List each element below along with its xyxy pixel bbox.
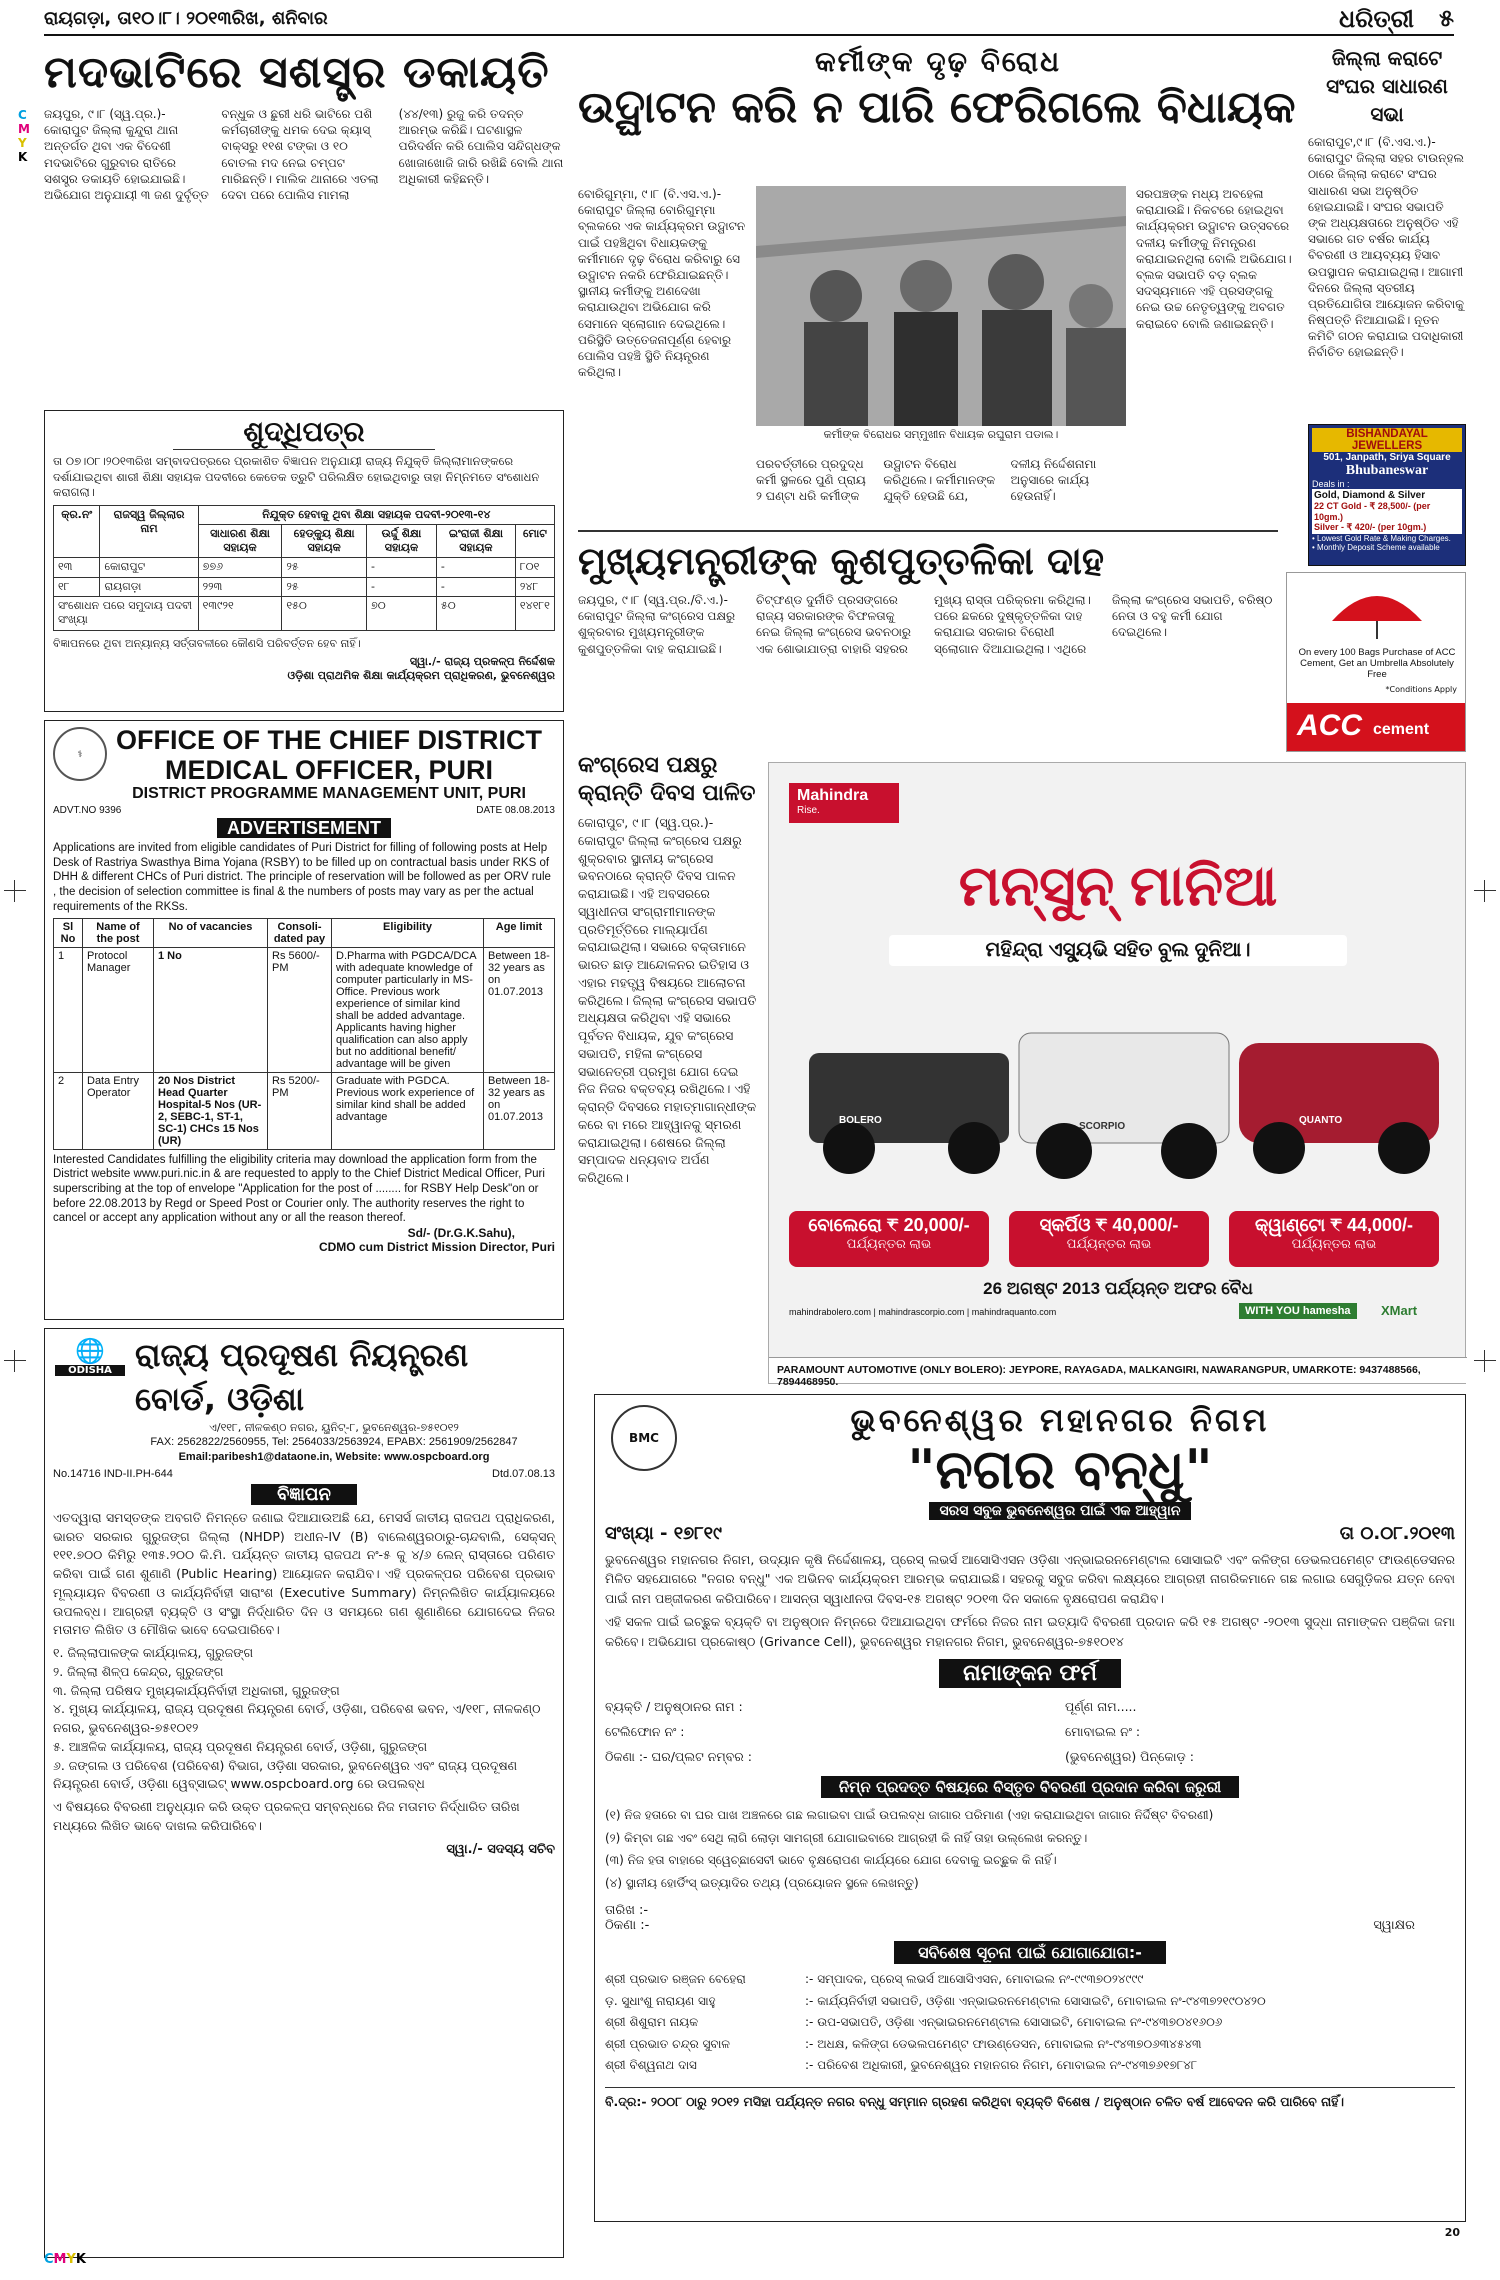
contact-row	[605, 1969, 1455, 1991]
ospcb-contact: FAX: 2562822/2560955, Tel: 2564033/2563924, EPABX: 2561909/2562847	[150, 1436, 518, 1449]
cdmo-sign2: CDMO cum District Mission Director, Puri	[318, 1240, 555, 1255]
bmc-program: "ନଗର ବନ୍ଧୁ"	[907, 1438, 1213, 1501]
cell: -	[366, 577, 436, 596]
bmc-form-title: ନାମାଙ୍କନ ଫର୍ମ	[939, 1659, 1121, 1688]
ospcb-ad	[44, 1328, 564, 2258]
bmc-title: ଭୁବନେଶ୍ୱର ମହାନଗର ନିଗମ	[850, 1401, 1270, 1439]
bmc-footer: ବି.ଦ୍ର:- ୨୦୦୮ ଠାରୁ ୨୦୧୨ ମସିହା ପର୍ଯ୍ୟନ୍ତ ନଗର ବନ୍ଧୁ ସମ୍ମାନ ଗ୍ରହଣ କରିଥିବା ବ୍ୟକ୍ତି ବିଶେଷ / ଅନୁଷ୍ଠାନ ଚଳିତ ବର୍ଷ ଆବେଦନ କରି ପାରିବେ ନାହିଁ।	[605, 2087, 1455, 2110]
cell: 2	[54, 1072, 83, 1149]
bmc-tagline: ସରସ ସବୁଜ ଭୁବନେଶ୍ୱର ପାଇଁ ଏକ ଆହ୍ୱାନ	[929, 1502, 1190, 1520]
col-header: Consoli-dated pay	[268, 918, 332, 947]
list-item: ୬. ଜଙ୍ଗଲ ଓ ପରିବେଶ (ପରିବେଶ) ବିଭାଗ, ଓଡ଼ିଶା ସରକାର, ଭୁବନେଶ୍ୱର ଏବଂ ରାଜ୍ୟ ପ୍ରଦୂଷଣ ନିୟନ୍ତ୍ରଣ ବୋର୍ଡ, ଓଡ଼ିଶା ୱେବ୍ସାଇଟ୍ www.ospcboard.org ରେ ଉପଲବ୍ଧ	[53, 1757, 518, 1792]
offer-amount: ₹ 44,000/-	[1330, 1215, 1414, 1235]
story-karate	[1308, 44, 1466, 404]
cell: Graduate with PGDCA. Previous work experience of similar kind shall be added advantage	[332, 1072, 484, 1149]
table-row	[54, 577, 555, 596]
offer-quanto	[1229, 1211, 1439, 1267]
suv-cars-image	[789, 993, 1449, 1193]
jeweller-name: BISHANDAYAL JEWELLERS	[1312, 428, 1462, 452]
bmc-seal-icon: BMC	[611, 1405, 677, 1471]
logo-text: ODISHA	[55, 1365, 125, 1376]
cell: ୨୨୩	[198, 577, 282, 596]
contact-name: ଶ୍ରୀ ପ୍ରଭାତ ଚନ୍ଦ୍ର ସୁବାଳ	[605, 2036, 730, 2051]
jeweller-line1: Gold, Diamond & Silver	[1314, 490, 1426, 501]
acc-brand-bar	[1287, 703, 1465, 751]
contact-detail: :- କାର୍ଯ୍ୟନିର୍ବାହୀ ସଭାପତି, ଓଡ଼ିଶା ଏନ୍ଭାଇରନମେଣ୍ଟାଲ ସୋସାଇଟି, ମୋବାଇଲ ନଂ-୯୪୩୭୨୧୯୦୪୨୦	[805, 1993, 1266, 2008]
bmc-date: ତା ୦.୦୮.୨୦୧୩	[1339, 1523, 1455, 1544]
cdmo-footer: Interested Candidates fulfilling the eligibility criteria may download the application form from the District website www.puri.nic.in & are requested to apply to the Chief District Medical Officer, Puri superscribing at the top of envelope "Application for the post of ........ for RSBY Help Desk"on or before 22.08.2013 by Regd or Speed Post or Courier only. The authority reserves the right to cancel or accept any application without any or all the reason thereof.	[53, 1153, 545, 1225]
cell: ୧୩୯୨୧	[198, 597, 282, 631]
offer-label: ପର୍ଯ୍ୟନ୍ତର ଲାଭ	[846, 1236, 932, 1251]
page-number: ୫	[1439, 4, 1454, 32]
contact-detail: :- ଉପ-ସଭାପତି, ଓଡ଼ିଶା ଏନ୍ଭାଇରନମେଣ୍ଟାଲ ସୋସାଇଟି, ମୋବାଇଲ ନଂ-୯୪୩୭୦୪୧୬୦୬	[805, 2015, 1223, 2030]
cmyk-footer	[44, 2252, 86, 2267]
advt-no: ADVT.NO 9396	[53, 805, 122, 816]
cdmo-subtitle: DISTRICT PROGRAMME MANAGEMENT UNIT, PURI	[132, 785, 526, 802]
cell: ୧୫୦	[282, 597, 367, 631]
contact-detail: :- ଅଧକ୍ଷ, କଳିଙ୍ଗ ଡେଭଲପମେଣ୍ଟ ଫାଉଣ୍ଡେସନ, ମୋବାଇଲ ନଂ-୯୪୩୭୦୬୩୪୫୪୩	[805, 2036, 1202, 2051]
crop-mark	[1474, 1350, 1496, 1372]
offer-amount: ₹ 20,000/-	[886, 1215, 970, 1235]
form-field-label: ବ୍ୟକ୍ତି / ଅନୁଷ୍ଠାନର ନାମ :	[605, 1698, 743, 1714]
offer-model: ସ୍କର୍ପିଓ	[1039, 1215, 1091, 1235]
bmc-number: ସଂଖ୍ୟା - ୧୭୮୧୯	[605, 1523, 722, 1544]
bmc-info-title: ନିମ୍ନ ପ୍ରଦତ୍ତ ବିଷୟରେ ବିସ୍ତୃତ ବିବରଣୀ ପ୍ରଦାନ କରିବା ଜରୁରୀ	[821, 1776, 1239, 1798]
list-item: ୩. ଜିଲ୍ଲା ପରିଷଦ ମୁଖ୍ୟକାର୍ଯ୍ୟନିର୍ବାହୀ ଅଧିକାରୀ, ଗୁରୁଜଙ୍ଗ	[53, 1682, 340, 1698]
cdmo-intro: Applications are invited from eligible candidates of Puri District for filling of following posts at Help Desk of Rastriya Swasthya Bima Yojana (RSBY) to be filled up on contractual basis under RKS of DHH & different CHCs of Puri district. The principle of reservation will be followed as per ORV rule , the decision of selection committee is final & the numbers of posts may vary as per the actual requirements of the RKSs.	[53, 842, 551, 913]
mahindra-logo	[789, 783, 899, 823]
headline: କଂଗ୍ରେସ ପକ୍ଷରୁ କ୍ରାନ୍ତି ଦିବସ ପାଳିତ	[578, 753, 756, 806]
cmyk-m: M	[53, 2252, 67, 2267]
story-body: କୋରାପୁଟ, ୯।୮ (ସ୍ୱ.ପ୍ର.)- କୋରାପୁଟ ଜିଲ୍ଲା କଂଗ୍ରେସ ପକ୍ଷରୁ ଶୁକ୍ରବାର ସ୍ଥାନୀୟ କଂଗ୍ରେସ ଭବନଠାରେ କ୍ରାନ୍ତି ଦିବସ ପାଳନ କରାଯାଇଛି। ଏହି ଅବସରରେ ସ୍ୱାଧୀନତା ସଂଗ୍ରାମୀମାନଙ୍କ ପ୍ରତିମୂର୍ତ୍ତିରେ ମାଲ୍ୟାର୍ପଣ କରାଯାଇଥିଲା। ସଭାରେ ବକ୍ତାମାନେ ଭାରତ ଛାଡ଼ ଆନ୍ଦୋଳନର ଇତିହାସ ଓ ଏହାର ମହତ୍ତ୍ୱ ବିଷୟରେ ଆଲୋଚନା କରିଥିଲେ। ଜିଲ୍ଲା କଂଗ୍ରେସ ସଭାପତି ଅଧ୍ୟକ୍ଷତା କରିଥିବା ଏହି ସଭାରେ ପୂର୍ବତନ ବିଧାୟକ, ଯୁବ କଂଗ୍ରେସ ସଭାପତି, ମହିଳା କଂଗ୍ରେସ ସଭାନେତ୍ରୀ ପ୍ରମୁଖ ଯୋଗ ଦେଇ ନିଜ ନିଜର ବକ୍ତବ୍ୟ ରଖିଥିଲେ। ଏହି କ୍ରାନ୍ତି ଦିବସରେ ମହାତ୍ମାଗାନ୍ଧୀଙ୍କ କରେ ବା ମରେ ଆହ୍ୱାନକୁ ସ୍ମରଣ କରାଯାଇଥିଲା। ଶେଷରେ ଜିଲ୍ଲା ସମ୍ପାଦକ ଧନ୍ୟବାଦ ଅର୍ପଣ କରିଥିଲେ।	[578, 815, 757, 1185]
form-field-label: ମୋବାଇଲ ନଂ :	[1065, 1723, 1141, 1739]
dateline: ରାୟଗଡ଼ା, ତା୧୦।୮। ୨୦୧୩ରିଖ, ଶନିବାର	[44, 8, 328, 29]
photo-caption: କର୍ମୀଙ୍କ ବିରୋଧର ସମ୍ମୁଖୀନ ବିଧାୟକ ରଘୁରାମ ପଡାଲ।	[823, 428, 1059, 441]
offer-label: ପର୍ଯ୍ୟନ୍ତର ଲାଭ	[1066, 1236, 1152, 1251]
car-label: BOLERO	[839, 1115, 882, 1126]
jeweller-deals: Deals in :	[1312, 479, 1350, 489]
offer-validity: 26 ଅଗଷ୍ଟ 2013 ପର୍ଯ୍ୟନ୍ତ ଅଫର ବୈଧ	[983, 1279, 1253, 1298]
cdmo-ad	[44, 720, 564, 1320]
acc-ad	[1286, 572, 1466, 752]
cmyk-y: Y	[18, 136, 27, 150]
cell: ୫୦	[436, 597, 515, 631]
cdmo-sign1: Sd/- (Dr.G.K.Sahu),	[407, 1226, 515, 1241]
place-label: ଠିକଣା :-	[605, 1918, 650, 1934]
story-body: ଜୟପୁର, ୯।୮ (ସ୍ୱ.ପ୍ର./ବି.ଏ.)- କୋରାପୁଟ ଜିଲ୍ଲା କଂଗ୍ରେସ ପକ୍ଷରୁ ଶୁକ୍ରବାର ମୁଖ୍ୟମନ୍ତ୍ରୀଙ୍କ କୁଶପୁତ୍ତଳିକା ଦାହ କରାଯାଇଛି। ଚିଟ୍ଫଣ୍ଡ ଦୁର୍ନୀତି ପ୍ରସଙ୍ଗରେ ରାଜ୍ୟ ସରକାରଙ୍କ ବିଫଳତାକୁ ନେଇ ଜିଲ୍ଲା କଂଗ୍ରେସ ଭବନଠାରୁ ଏକ ଶୋଭାଯାତ୍ରା ବାହାରି ସହରର ମୁଖ୍ୟ ରାସ୍ତା ପରିକ୍ରମା କରିଥିଲା। ପରେ ଛକରେ ଦୁଷ୍କୃତ୍ତଳିକା ଦାହ କରାଯାଇ ସରକାର ବିରୋଧୀ ସ୍ଲୋଗାନ ଦିଆଯାଇଥିଲା। ଏଥିରେ ଜିଲ୍ଲା କଂଗ୍ରେସ ସଭାପତି, ବରିଷ୍ଠ ନେତା ଓ ବହୁ କର୍ମୀ ଯୋଗ ଦେଇଥିଲେ।	[578, 593, 1273, 656]
story-kranti	[578, 752, 758, 1424]
corrigendum-note: ବିଜ୍ଞାପନରେ ଥିବା ଅନ୍ୟାନ୍ୟ ସର୍ତ୍ତାବଳୀରେ କୌଣସି ପରିବର୍ତ୍ତନ ହେବ ନାହିଁ।	[53, 636, 361, 650]
cmyk-k: K	[75, 2252, 86, 2267]
bmc-ad	[594, 1394, 1466, 2222]
bmc-contacts	[605, 1969, 1455, 2077]
offer-label: ପର୍ଯ୍ୟନ୍ତର ଲାଭ	[1291, 1236, 1377, 1251]
col-header: କ୍ର.ନଂ	[54, 505, 100, 558]
cell: ୨୫	[282, 558, 367, 577]
offer-amount: ₹ 40,000/-	[1095, 1215, 1179, 1235]
crop-mark	[4, 1350, 26, 1372]
jeweller-ad	[1308, 424, 1466, 566]
bmc-contact-title: ସବିଶେଷ ସୂଚନା ପାଇଁ ଯୋଗାଯୋଗ:-	[894, 1941, 1166, 1964]
acc-conditions: *Conditions Apply	[1385, 685, 1457, 694]
contact-row	[605, 2034, 1455, 2056]
cell: Between 18-32 years as on 01.07.2013	[484, 947, 555, 1072]
list-item: (୩) ନିଜ ହତା ବାହାରେ ସ୍ୱେଚ୍ଛାସେବୀ ଭାବେ ବୃକ୍ଷରୋପଣ କାର୍ଯ୍ୟରେ ଯୋଗ ଦେବାକୁ ଇଚ୍ଛୁକ କି ନାହିଁ।	[605, 1853, 1057, 1868]
contact-row	[605, 1991, 1455, 2013]
cdmo-table	[53, 918, 555, 1150]
story-legislator-body-bottom: ପରବର୍ତ୍ତୀରେ ପ୍ରଦୁଦ୍ଧ କର୍ମୀ ସ୍ଥଳରେ ପୁଣି ପ୍ରାୟ ୨ ଘଣ୍ଟା ଧରି କର୍ମୀଙ୍କ ଉଦ୍ଘାଟନ ବିରୋଧ କରିଥିଲେ। କର୍ମୀମାନଙ୍କ ଯୁକ୍ତି ହେଉଛି ଯେ, ଦଳୀୟ ନିର୍ଦ୍ଦେଶନାମା ଅନୁସାରେ କାର୍ଯ୍ୟ ହେଉନାହିଁ।	[756, 457, 1097, 504]
cell: Rs 5200/-PM	[268, 1072, 332, 1149]
cell: ୨୪୮	[515, 577, 554, 596]
car-label: SCORPIO	[1079, 1121, 1126, 1132]
masthead	[44, 4, 1454, 36]
story-legislator-body-left: ବୋରିଗୁମ୍ମା, ୯।୮ (ବି.ଏସ.ଏ.)- କୋରାପୁଟ ଜିଲ୍ଲା ବୋରିଗୁମ୍ମା ବ୍ଲକରେ ଏକ କାର୍ଯ୍ୟକ୍ରମ ଉଦ୍ଘାଟନ ପାଇଁ ପହଞ୍ଚିଥିବା ବିଧାୟକଙ୍କୁ କର୍ମୀମାନେ ଦୃଢ଼ ବିରୋଧ କରିବାରୁ ସେ ଉଦ୍ଘାଟନ ନକରି ଫେରିଯାଇଛନ୍ତି। ସ୍ଥାନୀୟ କର୍ମୀଙ୍କୁ ଅଣଦେଖା କରାଯାଉଥିବା ଅଭିଯୋଗ କରି ସେମାନେ ସ୍ଲୋଗାନ ଦେଇଥିଲେ। ପରିସ୍ଥିତି ଉତ୍ତେଜନାପୂର୍ଣ୍ଣ ହେବାରୁ ପୋଲିସ ପହଞ୍ଚି ସ୍ଥିତି ନିୟନ୍ତ୍ରଣ କରିଥିଲା।	[578, 187, 746, 380]
table-row	[54, 947, 555, 1072]
acc-brand: ACC	[1297, 709, 1362, 742]
corrigendum-table	[53, 505, 555, 631]
col-header: Sl No	[54, 918, 83, 947]
cmyk-c: C	[18, 108, 27, 122]
cell: ୧୩	[54, 558, 100, 577]
nrhm-logo-icon: ⚕	[53, 727, 107, 781]
headline: ଜିଲ୍ଲା କରାଟେ ସଂଘର ସାଧାରଣ ସଭା	[1326, 46, 1448, 126]
crop-mark	[4, 880, 26, 902]
table-row	[54, 558, 555, 577]
cmyk-m: M	[18, 122, 30, 136]
globe-icon: 🌐	[75, 1337, 105, 1365]
cell: 20 Nos District Head Quarter Hospital-5 Nos (UR-2, SEBC-1, ST-1, SC-1) CHCs 15 Nos (UR)	[154, 1072, 268, 1149]
cell: ସଂଶୋଧନ ପରେ ସମୁଦାୟ ପଦବୀ ସଂଖ୍ୟା	[54, 597, 199, 631]
jeweller-address: 501, Janpath, Sriya Square	[1323, 452, 1451, 463]
umbrella-icon	[1327, 581, 1427, 641]
col-header: Age limit	[484, 918, 555, 947]
contact-name: ଶ୍ରୀ ପ୍ରଭାତ ରଞ୍ଜନ ବେହେରା	[605, 1972, 746, 1987]
story-legislator	[578, 44, 1298, 136]
cell: ୨୫	[282, 577, 367, 596]
col-header: ସାଧାରଣ ଶିକ୍ଷା ସହାୟକ	[198, 524, 282, 558]
headline: ମଦଭାଟିରେ ସଶସ୍ତ୍ର ଡକାୟତି	[44, 47, 550, 98]
cell: Rs 5600/-PM	[268, 947, 332, 1072]
mahindra-title: ମନ୍ସୁନ୍ ମାନିଆ	[958, 854, 1278, 917]
contact-row	[605, 2012, 1455, 2034]
cell: ୧୪୧୮୧	[515, 597, 554, 631]
form-field-label: ଠିକଣା :- ଘର/ପ୍ଲଟ ନମ୍ବର :	[605, 1748, 752, 1764]
col-header: Name of the post	[83, 918, 154, 947]
table-row	[54, 1072, 555, 1149]
offer-model: ବୋଲେରୋ	[808, 1215, 882, 1235]
cell: କୋରାପୁଟ	[100, 558, 198, 577]
mahindra-dealer: PARAMOUNT AUTOMOTIVE (ONLY BOLERO): JEYPORE, RAYAGADA, MALKANGIRI, NAWARANGPUR, UMARKOTE: 9437488566, 7894468950.	[769, 1357, 1467, 1383]
mahindra-websites: mahindrabolero.com | mahindrascorpio.com | mahindraquanto.com	[789, 1307, 1057, 1317]
ospcb-closing: ଏ ବିଷୟରେ ବିବରଣୀ ଅନୁଧ୍ୟାନ କରି ଉକ୍ତ ପ୍ରକଳ୍ପ ସମ୍ବନ୍ଧରେ ନିଜ ମତାମତ ନିର୍ଦ୍ଧାରିତ ତାରିଖ ମଧ୍ୟରେ ଲିଖିତ ଭାବେ ଦାଖଲ କରିପାରିବେ।	[53, 1799, 520, 1833]
sign-label: ସ୍ୱାକ୍ଷର	[1373, 1918, 1415, 1934]
cell: Protocol Manager	[83, 947, 154, 1072]
jeweller-foot1: • Lowest Gold Rate & Making Charges.	[1312, 534, 1451, 543]
col-header: ଉର୍ଦ୍ଦୁ ଶିକ୍ଷା ସହାୟକ	[366, 524, 436, 558]
col-header: Eligibility	[332, 918, 484, 947]
cmyk-c: C	[44, 2252, 54, 2267]
story-legislator-body-right: ସରପଞ୍ଚଙ୍କ ମଧ୍ୟ ଅବହେଳା କରାଯାଉଛି। ନିକଟରେ ହୋଇଥିବା କାର୍ଯ୍ୟକ୍ରମ ଉଦ୍ଘାଟନ ଉତ୍ସବରେ ଦଳୀୟ କର୍ମୀଙ୍କୁ ନିମନ୍ତ୍ରଣ କରାଯାଇନଥିଲା ବୋଲି ଅଭିଯୋଗ। ବ୍ଲକ ସଭାପତି ବଡ଼ ବ୍ଲକ ସଦସ୍ୟମାନେ ଏହି ପ୍ରସଙ୍ଗକୁ ନେଇ ଉଚ୍ଚ ନେତୃତ୍ୱଙ୍କୁ ଅବଗତ କରାଇବେ ବୋଲି ଜଣାଇଛନ୍ତି।	[1136, 187, 1292, 331]
group-header: ନିଯୁକ୍ତ ହେବାକୁ ଥିବା ଶିକ୍ଷା ସହାୟକ ପଦବୀ-୨୦୧୩-୧୪	[198, 505, 554, 524]
corrigendum-sign1: ସ୍ୱା./- ରାଜ୍ୟ ପ୍ରକଳ୍ପ ନିର୍ଦ୍ଦେଶକ	[409, 654, 555, 668]
partner-logo: WITH YOU hamesha	[1239, 1303, 1357, 1319]
corrigendum-ad	[44, 410, 564, 712]
bmc-intro: ଭୁବନେଶ୍ୱର ମହାନଗର ନିଗମ, ଉଦ୍ୟାନ କୃଷି ନିର୍ଦ୍ଦେଶାଳୟ, ପ୍ରେସ୍ ଲଭର୍ସ ଆସୋସିଏସନ ଓଡ଼ିଶା ଏନ୍ଭାଇରନମେଣ୍ଟାଲ ସୋସାଇଟି ଏବଂ କଳିଙ୍ଗ ଡେଭଲପମେଣ୍ଟ ଫାଉଣ୍ଡେସନର ମିଳିତ ସହଯୋଗରେ "ନଗର ବନ୍ଧୁ" ଏକ ଅଭିନବ କାର୍ଯ୍ୟକ୍ରମ ଆରମ୍ଭ କରାଯାଇଛି। ସହରକୁ ସବୁଜ କରିବା ଲକ୍ଷ୍ୟରେ ଆଗ୍ରହୀ ନାଗରିକମାନେ ଗଛ ଲଗାଇ ସେଗୁଡ଼ିକର ଯତ୍ନ ନେବା ପାଇଁ ନାମ ପଞ୍ଜୀକରଣ କରିପାରିବେ। ଆସନ୍ତା ସ୍ୱାଧୀନତା ଦିବସ-୧୫ ଅଗଷ୍ଟ ୨୦୧୩ ଦିନ ସକାଳେ ବୃକ୍ଷରୋପଣ କରାଯିବ।	[605, 1552, 1455, 1606]
date-label: ତାରିଖ :-	[605, 1903, 649, 1919]
ospcb-section: ବିଜ୍ଞାପନ	[251, 1484, 357, 1505]
cell: ୧୮	[54, 577, 100, 596]
offer-model: କ୍ୱାଣ୍ଟୋ	[1254, 1215, 1326, 1235]
corrigendum-intro: ତା ୦୭।୦୮।୨୦୧୩ରିଖ ସମ୍ବାଦପତ୍ରରେ ପ୍ରକାଶିତ ବିଜ୍ଞାପନ ଅନୁଯାୟୀ ରାଜ୍ୟ ନିଯୁକ୍ତି ଜିଲ୍ଲାମାନଙ୍କରେ ଦର୍ଶାଯାଇଥିବା ଶାରୀ ଶିକ୍ଷା ସହାୟକ ପଦବୀରେ କେତେକ ତ୍ରୁଟି ପରିଲକ୍ଷିତ ହୋଇଥିବାରୁ ତାହା ନିମ୍ନମତେ ସଂଶୋଧନ କରାଗଲା।	[53, 454, 540, 500]
mahindra-subtitle: ମହିନ୍ଦ୍ରା ଏସ୍ୟୁଭି ସହିତ ବୁଲ ଦୁନିଆ।	[889, 935, 1347, 966]
cdmo-title1: OFFICE OF THE CHIEF DISTRICT	[116, 725, 542, 755]
table-row	[54, 597, 555, 631]
contact-row	[605, 2055, 1455, 2077]
cell: 1 No	[154, 947, 268, 1072]
acc-tagline: On every 100 Bags Purchase of ACC Cement, Get an Umbrella Absolutely Free	[1298, 647, 1456, 680]
cell: -	[366, 558, 436, 577]
headline: ଉଦ୍ଘାଟନ କରି ନ ପାରି ଫେରିଗଲେ ବିଧାୟକ	[578, 82, 1296, 133]
ospcb-ref-no: No.14716 IND-II.PH-644	[53, 1467, 173, 1480]
contact-detail: :- ପରିବେଶ ଅଧିକାରୀ, ଭୁବନେଶ୍ୱର ମହାନଗର ନିଗମ, ମୋବାଇଲ ନଂ-୯୪୩୭୬୧୭୮୪୮	[805, 2058, 1198, 2073]
col-header: ହେଡ୍କ୍ୟୁ ଶିକ୍ଷା ସହାୟକ	[282, 524, 367, 558]
jeweller-foot2: • Monthly Deposit Scheme available	[1312, 543, 1440, 552]
cell: ୭୦	[366, 597, 436, 631]
corrigendum-title: ଶୁଦ୍ଧିପତ୍ର	[173, 415, 435, 450]
story-dacoity	[18, 44, 564, 406]
car-label: QUANTO	[1299, 1115, 1343, 1126]
protest-photo	[756, 186, 1126, 426]
cell: Between 18-32 years as on 01.07.2013	[484, 1072, 555, 1149]
cell: Data Entry Operator	[83, 1072, 154, 1149]
jeweller-line2: 22 CT Gold - ₹ 28,500/- (per 10gm.)	[1314, 501, 1431, 522]
list-item: ୨. ଜିଲ୍ଲା ଶିଳ୍ପ କେନ୍ଦ୍ର, ଗୁରୁଜଙ୍ଗ	[53, 1663, 224, 1679]
headline: ମୁଖ୍ୟମନ୍ତ୍ରୀଙ୍କ କୁଶପୁତ୍ତଳିକା ଦାହ	[578, 530, 1278, 586]
paper-name: ଧରିତ୍ରୀ	[1339, 4, 1414, 33]
ospcb-logo	[55, 1337, 125, 1383]
form-field-label: ଟେଲିଫୋନ ନଂ :	[605, 1723, 685, 1739]
mahindra-brand-sub: Rise.	[797, 805, 820, 816]
col-header: ଇଂରାଜୀ ଶିକ୍ଷା ସହାୟକ	[436, 524, 515, 558]
protest-photo-image	[756, 186, 1126, 426]
kicker: କର୍ମୀଙ୍କ ଦୃଢ଼ ବିରୋଧ	[814, 45, 1062, 78]
ospcb-ref-date: Dtd.07.08.13	[492, 1467, 555, 1480]
ospcb-offices	[53, 1644, 555, 1794]
acc-brand-sub: cement	[1373, 721, 1430, 738]
contact-name: ଶ୍ରୀ ଶିଶୁରାମ ନାୟକ	[605, 2015, 699, 2030]
form-field-label: (ଭୁବନେଶ୍ୱର) ପିନ୍କୋଡ଼ :	[1065, 1748, 1194, 1764]
bmc-info-list	[605, 1804, 1455, 1895]
advertisement-banner: ADVERTISEMENT	[217, 818, 391, 838]
cmyk-strip	[18, 108, 32, 164]
bmc-intro2: ଏହି ସକଳ ପାଇଁ ଇଚ୍ଛୁକ ବ୍ୟକ୍ତି ବା ଅନୁଷ୍ଠାନ ନିମ୍ନରେ ଦିଆଯାଇଥିବା ଫର୍ମରେ ନିଜର ନାମ ଇତ୍ୟାଦି ବିବରଣୀ ପ୍ରଦାନ କରି ୧୫ ଅଗଷ୍ଟ -୨୦୧୩ ସୁଦ୍ଧା ନାମାଙ୍କନ ପଞ୍ଜିକା ଜମା କରିବେ। ଅଭିଯୋଗ ପ୍ରକୋଷ୍ଠ (Grivance Cell), ଭୁବନେଶ୍ୱର ମହାନଗର ନିଗମ, ଭୁବନେଶ୍ୱର-୭୫୧୦୧୪	[605, 1614, 1455, 1649]
list-item: (୧) ନିଜ ହତାରେ ବା ଘର ପାଖ ଅଞ୍ଚଳରେ ଗଛ ଲଗାଇବା ପାଇଁ ଉପଲବ୍ଧ ଜାଗାର ପରିମାଣ (ଏହା କରାଯାଇଥିବା ଜାଗାର ନିର୍ଦ୍ଦିଷ୍ଟ ବିବରଣୀ)	[605, 1807, 1214, 1822]
jeweller-line3: Silver - ₹ 420/- (per 10gm.)	[1314, 522, 1427, 532]
offer-scorpio	[1009, 1211, 1209, 1267]
cmyk-k: K	[18, 150, 28, 164]
corrigendum-sign2: ଓଡ଼ିଶା ପ୍ରାଥମିକ ଶିକ୍ଷା କାର୍ଯ୍ୟକ୍ରମ ପ୍ରାଧିକରଣ, ଭୁବନେଶ୍ୱର	[287, 669, 555, 683]
bmc-form	[605, 1694, 1455, 1769]
form-field-label: ପୂର୍ଣ୍ଣ ନାମ.....	[1065, 1698, 1137, 1714]
col-header: ମୋଟ	[515, 524, 554, 558]
cell: -	[436, 577, 515, 596]
contact-name: ଶ୍ରୀ ବିଶ୍ୱନାଥ ଦାସ	[605, 2058, 697, 2073]
story-body: କୋରାପୁଟ,୯।୮ (ବି.ଏସ.ଏ.)- କୋରାପୁଟ ଜିଲ୍ଲା ସହର ଟାଉନ୍ହଲ ଠାରେ ଜିଲ୍ଲା କରାଟେ ସଂଘର ସାଧାରଣ ସଭା ଅନୁଷ୍ଠିତ ହୋଇଯାଇଛି। ସଂଘର ସଭାପତି ଙ୍କ ଅଧ୍ୟକ୍ଷତାରେ ଅନୁଷ୍ଠିତ ଏହି ସଭାରେ ଗତ ବର୍ଷର କାର୍ଯ୍ୟ ବିବରଣୀ ଓ ଆୟବ୍ୟୟ ହିସାବ ଉପସ୍ଥାପନ କରାଯାଇଥିଲା। ଆଗାମୀ ଦିନରେ ଜିଲ୍ଲା ସ୍ତରୀୟ ପ୍ରତିଯୋଗିତା ଆୟୋଜନ କରିବାକୁ ନିଷ୍ପତ୍ତି ନିଆଯାଇଛି। ନୂତନ କମିଟି ଗଠନ କରାଯାଇ ପଦାଧିକାରୀ ନିର୍ବାଚିତ ହୋଇଛନ୍ତି।	[1308, 135, 1465, 360]
list-item: ୫. ଆଞ୍ଚଳିକ କାର୍ଯ୍ୟାଳୟ, ରାଜ୍ୟ ପ୍ରଦୂଷଣ ନିୟନ୍ତ୍ରଣ ବୋର୍ଡ, ଓଡ଼ିଶା, ଗୁରୁଜଙ୍ଗ	[53, 1738, 428, 1754]
list-item: ୪. ମୁଖ୍ୟ କାର୍ଯ୍ୟାଳୟ, ରାଜ୍ୟ ପ୍ରଦୂଷଣ ନିୟନ୍ତ୍ରଣ ବୋର୍ଡ, ଓଡ଼ିଶା, ପରିବେଶ ଭବନ, ଏ/୧୧୮, ନୀଳକଣ୍ଠ ନଗର, ଭୁବନେଶ୍ୱର-୭୫୧୦୧୨	[53, 1701, 541, 1736]
ospcb-address: ଏ/୧୧୮, ନୀଳକଣ୍ଠ ନଗର, ୟୁନିଟ୍-୮, ଭୁବନେଶ୍ୱର-୭୫୧୦୧୨	[209, 1421, 459, 1434]
cell: 1	[54, 947, 83, 1072]
story-body: ଜୟପୁର, ୯।୮ (ସ୍ୱ.ପ୍ର.)- କୋରାପୁଟ ଜିଲ୍ଲା କୁନ୍ଦୁରା ଥାନା ଅନ୍ତର୍ଗତ ଥିବା ଏକ ବିଦେଶୀ ମଦଭାଟିରେ ଗୁରୁବାର ରାତିରେ ସଶସ୍ତ୍ର ଡକାୟତି ହୋଇଯାଇଛି। ଅଭିଯୋଗ ଅନୁଯାୟୀ ୩ ଜଣ ଦୁର୍ବୃତ୍ତ ବନ୍ଧୁକ ଓ ଛୁରୀ ଧରି ଭାଟିରେ ପଶି କର୍ମଚାରୀଙ୍କୁ ଧମକ ଦେଇ କ୍ୟାସ୍ ବାକ୍ସରୁ ୧୧ଶ ଟଙ୍କା ଓ ୧୦ ବୋତଲ ମଦ ନେଇ ଚମ୍ପଟ ମାରିଛନ୍ତି। ମାଲିକ ଥାନାରେ ଏତଲା ଦେବା ପରେ ପୋଲିସ ମାମଲା (୪୪/୧୩) ରୁଜୁ କରି ତଦନ୍ତ ଆରମ୍ଭ କରିଛି। ଘଟଣାସ୍ଥଳ ପରିଦର୍ଶନ କରି ପୋଲିସ ସନ୍ଦିଗ୍ଧଙ୍କ ଖୋଜାଖୋଜି ଜାରି ରଖିଛି ବୋଲି ଥାନା ଅଧିକାରୀ କହିଛନ୍ତି।	[44, 107, 564, 202]
cell: D.Pharma with PGDCA/DCA with adequate knowledge of computer particularly in MS-Office. Previous work experience of similar kind shall be added advantage. Applicants having higher qualification can also apply but no additional benefit/ advantage will be given	[332, 947, 484, 1072]
mahindra-ad	[768, 762, 1466, 1388]
crop-mark	[1474, 880, 1496, 902]
list-item: (୨) କିମ୍ବା ଗଛ ଏବଂ ସେଥି ଲାଗି ଲୋଡ଼ା ସାମଗ୍ରୀ ଯୋଗାଇବାରେ ଆଗ୍ରହୀ କି ନାହିଁ ତାହା ଉଲ୍ଲେଖ କରନ୍ତୁ।	[605, 1830, 1088, 1845]
ospcb-body: ଏତଦ୍ୱାରା ସମସ୍ତଙ୍କ ଅବଗତି ନିମନ୍ତେ ଜଣାଇ ଦିଆଯାଉଅଛି ଯେ, ମେସର୍ସ ଜାତୀୟ ରାଜପଥ ପ୍ରାଧିକରଣ, ଭାରତ ସରକାର ଗୁରୁଜଙ୍ଗ ଜିଲ୍ଲା (NHDP) ଅଧୀନ-IV (B) ବାଲେଶ୍ୱରଠାରୁ-ଚାନ୍ଦବାଲି, ସେକ୍ସନ୍ ୧୧୧.୭୦୦ କିମିରୁ ୧୩୫.୨୦୦ କି.ମି. ପର୍ଯ୍ୟନ୍ତ ଜାତୀୟ ରାଜପଥ ନଂ-୫ କୁ ୪/୬ ଲେନ୍ ରାସ୍ତାରେ ପରିଣତ କରିବା ପାଇଁ ଗଣ ଶୁଣାଣି (Public Hearing) ଆୟୋଜନ କରାଯିବ। ଏହି ପ୍ରକଳ୍ପର ପରିବେଶ ପ୍ରଭାବ ମୂଲ୍ୟାୟନ ବିବରଣୀ ଓ କାର୍ଯ୍ୟନିର୍ବାହୀ ସାରାଂଶ (Executive Summary) ନିମ୍ନଲିଖିତ କାର୍ଯ୍ୟାଳୟରେ ଉପଲବ୍ଧ। ଆଗ୍ରହୀ ବ୍ୟକ୍ତି ଓ ସଂସ୍ଥା ନିର୍ଦ୍ଧାରିତ ଦିନ ଓ ସମୟରେ ଗଣ ଶୁଣାଣିରେ ଯୋଗଦେଇ ନିଜର ମତାମତ ଲିଖିତ ଓ ମୌଖିକ ଭାବେ ଦେଇପାରିବେ।	[53, 1509, 555, 1638]
advt-date: DATE 08.08.2013	[476, 805, 555, 816]
list-item: (୪) ସ୍ଥାନୀୟ ହୋର୍ଡିଂସ୍ ଇତ୍ୟାଦିର ତଥ୍ୟ (ପ୍ରୟୋଜନ ସ୍ଥଳେ ଲେଖନ୍ତୁ)	[605, 1876, 919, 1891]
col-header: ରାଜସ୍ୱ ଜିଲ୍ଲାର ନାମ	[100, 505, 198, 558]
contact-name: ଡ଼. ସୁଧାଂଶୁ ନାରାୟଣ ସାହୁ	[605, 1993, 716, 2008]
cmyk-y: Y	[66, 2252, 76, 2267]
col-header: No of vacancies	[154, 918, 268, 947]
page-footer-number: 20	[1444, 2226, 1460, 2239]
cell: ରାୟଗଡ଼ା	[100, 577, 198, 596]
cdmo-title2: MEDICAL OFFICER, PURI	[164, 755, 493, 785]
mahindra-brand: Mahindra	[797, 787, 869, 804]
ospcb-email: Email:paribesh1@dataone.in, Website: www.ospcboard.org	[178, 1450, 490, 1463]
cell: -	[436, 558, 515, 577]
contact-detail: :- ସମ୍ପାଦକ, ପ୍ରେସ୍ ଲଭର୍ସ ଆସୋସିଏସନ, ମୋବାଇଲ ନଂ-୯୯୩୭୦୨୪୯୯୯	[805, 1972, 1144, 1987]
ospcb-title: ରାଜ୍ୟ ପ୍ରଦୂଷଣ ନିୟନ୍ତ୍ରଣ ବୋର୍ଡ, ଓଡ଼ିଶା	[135, 1336, 469, 1418]
list-item: ୧. ଜିଲ୍ଲାପାଳଙ୍କ କାର୍ଯ୍ୟାଳୟ, ଗୁରୁଜଙ୍ଗ	[53, 1645, 254, 1661]
story-congress	[578, 530, 1278, 704]
ospcb-sign: ସ୍ୱା./- ସଦସ୍ୟ ସଚିବ	[446, 1841, 555, 1857]
jeweller-city: Bhubaneswar	[1345, 463, 1429, 478]
xmart-logo: XMart	[1381, 1303, 1418, 1318]
cell: ୮୦୧	[515, 558, 554, 577]
offer-bolero	[789, 1211, 989, 1267]
cell: ୭୭୬	[198, 558, 282, 577]
